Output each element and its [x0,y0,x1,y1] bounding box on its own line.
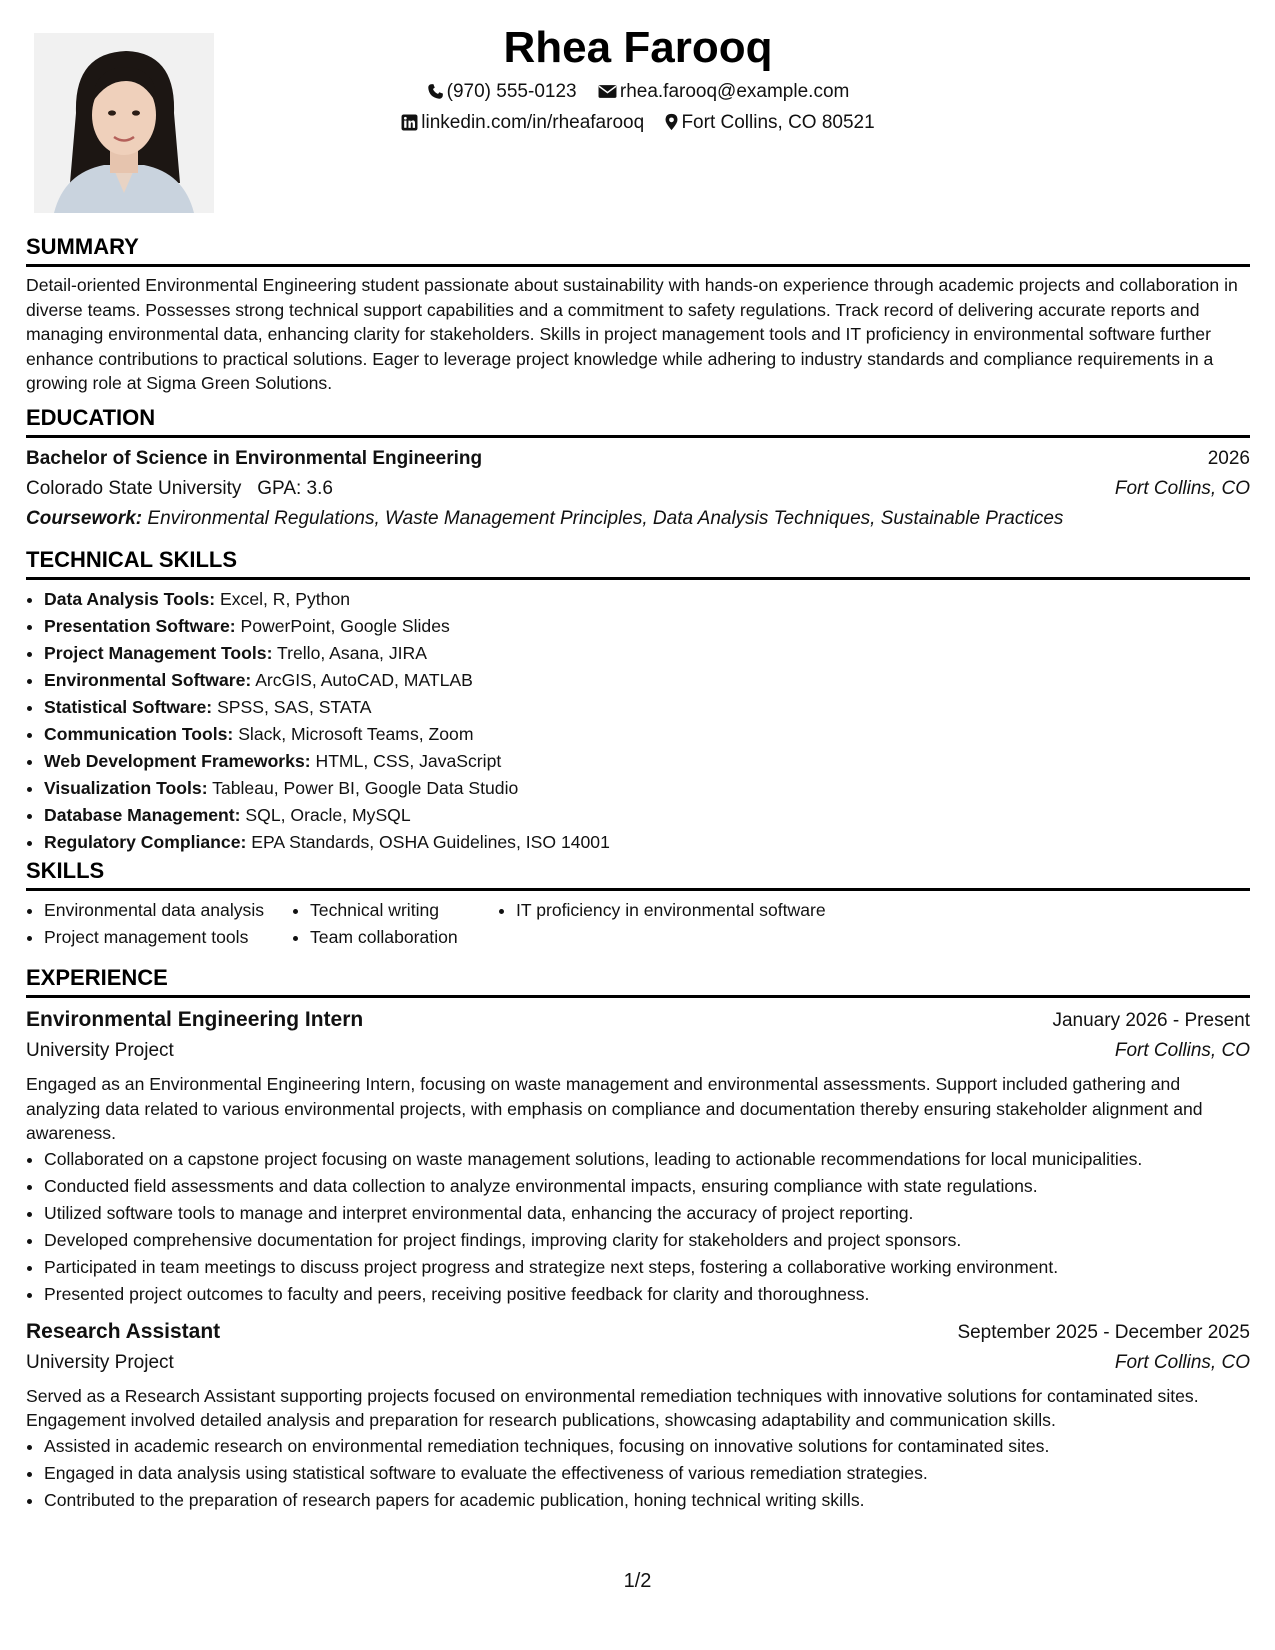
coursework-line [26,504,1250,534]
summary-text: Detail-oriented Environmental Engineering student passionate about sustainability with hands-on experience through academic projects and collaboration in diverse teams. Possesses strong technical support capabilities and a commitment to safety regulations. Track record of delivering accurate reports and managing environmental data, enhancing clarity for stakeholders. Skills in project management tools and IT proficiency in environmental software further enhance contributions to practical solutions. Eager to leverage project knowledge while adhering to industry standards and compliance requirements in a growing role at Sigma Green Solutions. [26,275,1238,394]
technical-skill-item [44,829,1250,856]
job-organization: University Project [26,1040,174,1061]
skill-values: Tableau, Power BI, Google Data Studio [212,778,519,798]
skills-column-1 [26,897,292,951]
job-dates: September 2025 - December 2025 [957,1321,1250,1343]
job-bullet: • Presented project outcomes to faculty and peers, receiving positive feedback for clarity and thoroughness. [44,1281,1250,1308]
technical-skills-heading: TECHNICAL SKILLS [26,546,1250,580]
job-title: Environmental Engineering Intern [26,1008,364,1031]
skill-category: Presentation Software: [44,616,236,636]
skill-category: Regulatory Compliance: [44,832,247,852]
skill-values: Excel, R, Python [219,589,351,609]
phone-icon [427,83,444,100]
job-bullet: • Utilized software tools to manage and interpret environmental data, enhancing the accuracy of project reporting. [44,1200,1250,1227]
education-section [26,404,1250,534]
linkedin-contact[interactable] [401,107,644,138]
skill-category: Communication Tools: [44,724,234,744]
job-bullets [26,1433,1250,1514]
job-bullet: • Developed comprehensive documentation for project findings, improving clarity for stakeholders and project sponsors. [44,1227,1250,1254]
skill-category: Data Analysis Tools: [44,589,216,609]
skills-columns [26,897,1250,951]
skill-values: Trello, Asana, JIRA [277,643,427,663]
skill-item: • Technical writing [310,897,498,924]
envelope-icon [598,83,617,100]
skill-item: • Project management tools [44,924,292,951]
location-contact [665,107,874,138]
skill-item: • IT proficiency in environmental software [516,897,826,924]
job-title: Research Assistant [26,1319,221,1343]
map-pin-icon [665,113,678,131]
skill-category: Web Development Frameworks: [44,751,311,771]
skills-section [26,857,1250,951]
technical-skill-item [44,748,1250,775]
degree-name: Bachelor of Science in Environmental Engineering [26,448,483,469]
phone-contact [427,76,577,107]
skills-heading: SKILLS [26,857,1250,891]
job-bullet: • Engaged in data analysis using statistical software to evaluate the effectiveness of various remediation strategies. [44,1460,1250,1487]
page-number: 1/2 [623,1570,652,1592]
phone-text: (970) 555-0123 [446,81,577,102]
experience-heading: EXPERIENCE [26,964,1250,998]
coursework-list: Environmental Regulations, Waste Management Principles, Data Analysis Techniques, Sustainable Practices [147,508,1064,529]
skill-category: Environmental Software: [44,670,252,690]
resume-header [26,20,1250,138]
job-bullet: • Collaborated on a capstone project focusing on waste management solutions, leading to actionable recommendations for local municipalities. [44,1146,1250,1173]
candidate-name: Rhea Farooq [503,23,773,72]
skill-item: • Environmental data analysis [44,897,292,924]
school-info [26,474,333,504]
skill-values: ArcGIS, AutoCAD, MATLAB [255,670,473,690]
resume-page [26,0,1250,1650]
job-title-row [26,1316,1250,1348]
job-bullet: • Conducted field assessments and data collection to analyze environmental impacts, ensuring compliance with state regulations. [44,1173,1250,1200]
job-organization: University Project [26,1351,174,1373]
job-bullet: • Assisted in academic research on environmental remediation techniques, focusing on innovative solutions for contaminated sites. [44,1433,1250,1460]
skill-category: Statistical Software: [44,697,213,717]
job-entry [26,1316,1250,1514]
technical-skill-item [44,613,1250,640]
job-description: Engaged as an Environmental Engineering Intern, focusing on waste management and environmental assessments. Support included gathering and analyzing data related to various environmental projects, with emphasis on compliance and documentation thereby ensuring stakeholder alignment and awareness. [26,1074,1203,1144]
gpa: GPA: 3.6 [257,478,333,499]
skill-values: SPSS, SAS, STATA [217,697,372,717]
contact-line-1 [26,76,1250,107]
technical-skills-section [26,546,1250,856]
technical-skill-item [44,721,1250,748]
technical-skill-item [44,775,1250,802]
skills-column-2 [292,897,498,951]
technical-skill-item [44,667,1250,694]
job-entry [26,1004,1250,1308]
skill-values: HTML, CSS, JavaScript [315,751,502,771]
skills-column-3 [498,897,826,951]
location-text: Fort Collins, CO 80521 [681,112,875,133]
technical-skill-item [44,586,1250,613]
linkedin-text: linkedin.com/in/rheafarooq [421,112,645,133]
job-description: Served as a Research Assistant supporting projects focused on environmental remediation techniques with innovative solutions for contaminated sites. Engagement involved detailed analysis and preparation for research publications, showcasing adaptability and communication skills. [26,1385,1199,1431]
school-location: Fort Collins, CO [1114,478,1250,499]
technical-skill-item [44,694,1250,721]
education-heading: EDUCATION [26,404,1250,438]
technical-skill-item [44,802,1250,829]
job-bullet: • Participated in team meetings to discuss project progress and strategize next steps, fostering a collaborative working environment. [44,1254,1250,1281]
graduation-year: 2026 [1207,448,1250,469]
skill-category: Project Management Tools: [44,643,273,663]
skill-item: • Team collaboration [310,924,498,951]
school-name: Colorado State University [26,478,242,499]
technical-skill-item [44,640,1250,667]
technical-skills-list [26,586,1250,856]
job-bullets [26,1146,1250,1308]
summary-heading: SUMMARY [26,233,1250,267]
skill-category: Database Management: [44,805,241,825]
skill-values: Slack, Microsoft Teams, Zoom [238,724,474,744]
job-bullet: • Contributed to the preparation of research papers for academic publication, honing technical writing skills. [44,1487,1250,1514]
experience-section [26,964,1250,1514]
skill-category: Visualization Tools: [44,778,208,798]
job-location: Fort Collins, CO [1114,1351,1250,1373]
skill-values: EPA Standards, OSHA Guidelines, ISO 14001 [251,832,610,852]
skill-values: PowerPoint, Google Slides [240,616,450,636]
job-org-row [26,1036,1250,1066]
linkedin-icon [401,114,418,131]
coursework-label: Coursework: [26,508,143,529]
skill-values: SQL, Oracle, MySQL [245,805,411,825]
job-dates: January 2026 - Present [1052,1010,1250,1031]
email-contact[interactable] [598,76,849,107]
job-title-row [26,1004,1250,1036]
summary-section [26,233,1250,396]
job-location: Fort Collins, CO [1114,1040,1250,1061]
email-text: rhea.farooq@example.com [619,81,850,102]
job-org-row [26,1348,1250,1378]
contact-line-2 [26,107,1250,138]
education-degree-row [26,444,1250,474]
education-school-row [26,474,1250,504]
